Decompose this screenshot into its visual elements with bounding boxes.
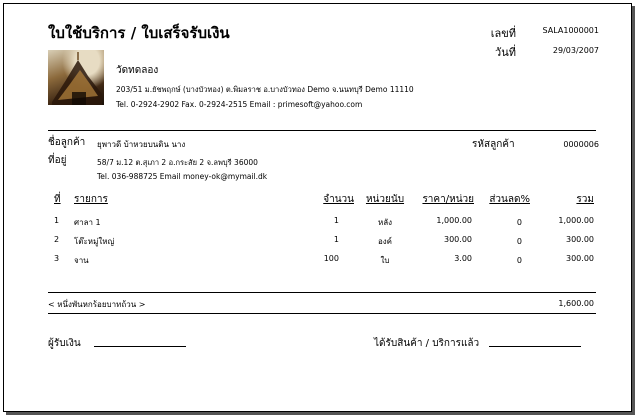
row-qty: 1 xyxy=(333,235,339,244)
row-price: 3.00 xyxy=(454,254,472,263)
receipt-page xyxy=(3,3,632,412)
header-price: ราคา/หน่วย xyxy=(422,194,474,205)
row-qty: 100 xyxy=(323,254,339,263)
customer-signature-label: ได้รับสินค้า / บริการแล้ว xyxy=(374,338,480,349)
row-total: 300.00 xyxy=(566,235,594,244)
row-price: 300.00 xyxy=(444,235,472,244)
doc-no-label: เลขที่ xyxy=(490,27,516,40)
row-total: 1,000.00 xyxy=(558,216,594,225)
row-qty: 1 xyxy=(333,216,339,225)
row-price: 1,000.00 xyxy=(436,216,472,225)
temple-roof-icon xyxy=(48,50,104,105)
row-unit: ใบ xyxy=(380,256,390,265)
customer-contact: Tel. 036-988725 Email money-ok@mymail.dk xyxy=(97,172,268,181)
row-item: จาน xyxy=(74,256,89,265)
row-total: 300.00 xyxy=(566,254,594,263)
header-qty: จำนวน xyxy=(323,194,354,205)
header-total: รวม xyxy=(576,194,594,205)
customer-code: 0000006 xyxy=(563,140,599,149)
row-no: 3 xyxy=(54,254,60,263)
date-value: 29/03/2007 xyxy=(552,46,599,55)
customer-name: ยุพาวดี บ้าหวยบนดิน นาง xyxy=(97,140,186,149)
company-address: 203/51 ม.ยัชพฤกษ์ (บางบัวทอง) ต.พิมลราช อ.บางบัวทอง Demo จ.นนทบุรี Demo 11110 xyxy=(116,85,414,94)
customer-address: 58/7 ม.12 ต.สุเภา 2 อ.กระสัย 2 จ.ลพบุรี 36000 xyxy=(97,158,258,167)
temple-logo xyxy=(48,50,104,105)
row-item: ศาลา 1 xyxy=(74,218,101,227)
divider xyxy=(48,292,596,293)
company-contact: Tel. 0-2924-2902 Fax. 0-2924-2515 Email : primesoft@yahoo.com xyxy=(116,100,363,109)
header-no: ที่ xyxy=(54,194,61,205)
row-unit: หลัง xyxy=(377,218,393,227)
divider xyxy=(48,130,596,131)
divider xyxy=(48,313,596,314)
customer-code-label: รหัสลูกค้า xyxy=(472,139,515,150)
document-title: ใบใช้บริการ / ใบเสร็จรับเงิน xyxy=(48,24,230,42)
customer-address-label: ที่อยู่ xyxy=(48,155,67,166)
header-discount: ส่วนลด% xyxy=(489,194,530,205)
row-no: 1 xyxy=(54,216,60,225)
receiver-signature-line xyxy=(94,346,186,347)
company-name: วัดทดลอง xyxy=(116,65,159,76)
row-discount: 0 xyxy=(516,256,522,265)
row-item: โต๊ะหมู่ใหญ่ xyxy=(74,237,115,246)
grand-total: 1,600.00 xyxy=(558,299,594,308)
customer-name-label: ชื่อลูกค้า xyxy=(48,137,86,148)
header-unit: หน่วยนับ xyxy=(365,194,405,205)
date-label: วันที่ xyxy=(495,46,516,59)
row-discount: 0 xyxy=(516,218,522,227)
amount-in-words: < หนึ่งพันหกร้อยบาทถ้วน > xyxy=(48,300,146,309)
row-no: 2 xyxy=(54,235,60,244)
header-item: รายการ xyxy=(74,194,108,205)
doc-no-value: SALA1000001 xyxy=(542,26,599,35)
customer-signature-line xyxy=(489,346,581,347)
row-unit: องค์ xyxy=(377,237,393,246)
row-discount: 0 xyxy=(516,237,522,246)
receiver-signature-label: ผู้รับเงิน xyxy=(48,338,81,349)
